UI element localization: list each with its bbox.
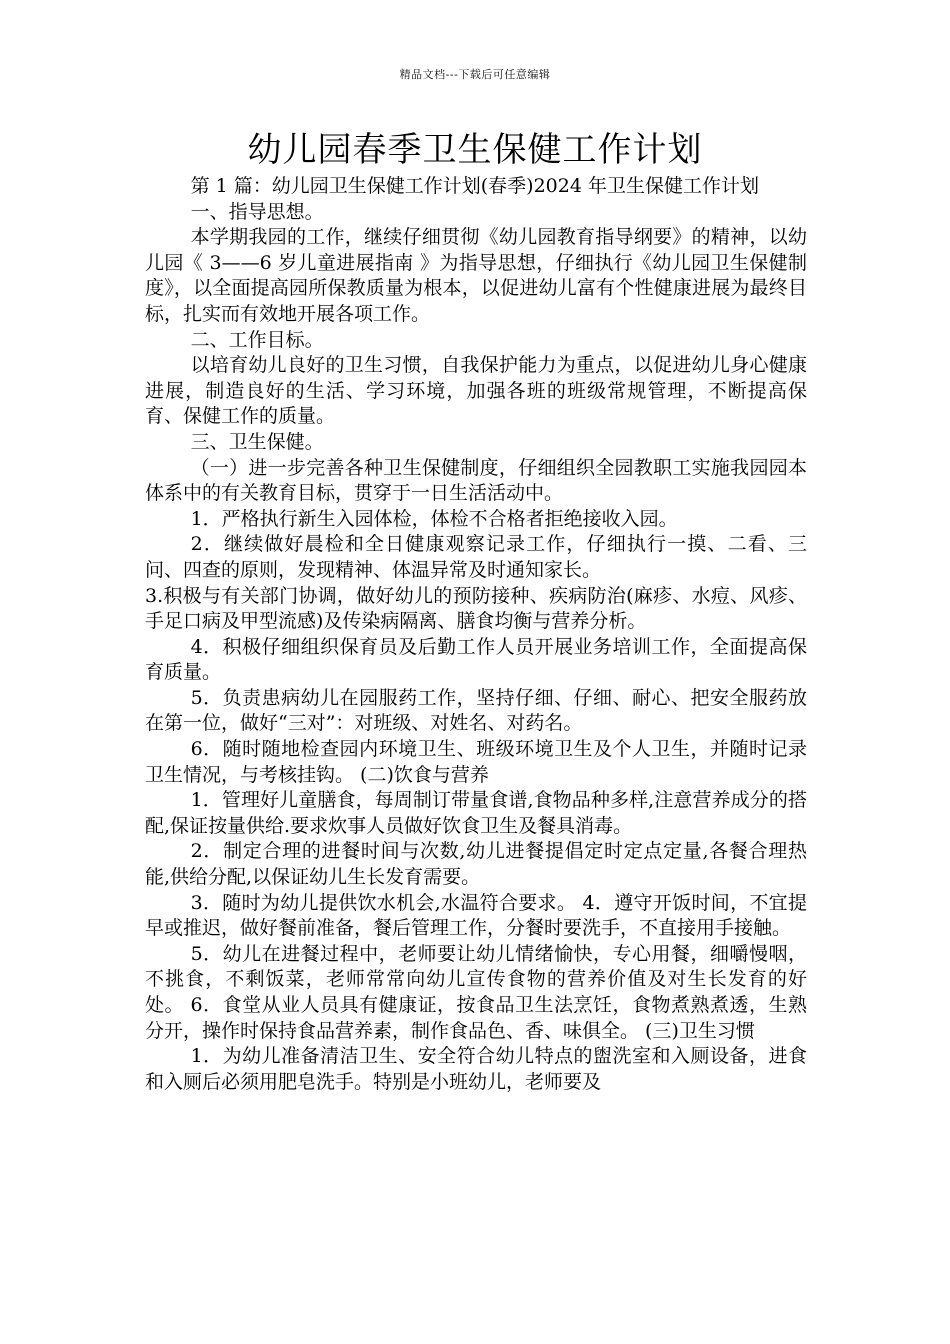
paragraph: 1．严格执行新生入园体检，体检不合格者拒绝接收入园。 (190, 507, 678, 530)
paragraph: 2．继续做好晨检和全日健康观察记录工作，仔细执行一摸、二看、三问、四查的原则，发现精神、体温异常及时通知家长。 (145, 533, 807, 581)
paragraph: 3．随时为幼儿提供饮水机会,水温符合要求。 4．遵守开饭时间，不宜提早或推迟，做好餐前准备，餐后管理工作，分餐时要洗手，不直接用手接触。 (145, 891, 807, 940)
paragraph: 3.积极与有关部门协调，做好幼儿的预防接种、疾病防治(麻疹、水痘、风疹、手足口病及甲型流感)及传染病隔离、膳食均衡与营养分析。 (145, 584, 807, 633)
paragraph-subtitle: 第 1 篇：幼儿园卫生保健工作计划(春季)2024 年卫生保健工作计划 (190, 175, 759, 197)
paragraph: 5．负责患病幼儿在园服药工作，坚持仔细、仔细、耐心、把安全服药放在第一位，做好“三对”：对班级、对姓名、对药名。 (145, 686, 807, 735)
document-title: 幼儿园春季卫生保健工作计划 (247, 130, 703, 170)
document-body (145, 174, 807, 1095)
paragraph-heading-guiding: 一、指导思想。 (190, 200, 324, 223)
paragraph: 本学期我园的工作，继续仔细贯彻《幼儿园教育指导纲要》的精神，以幼儿园《 3——6 岁儿童进展指南 》为指导思想，仔细执行《幼儿园卫生保健制度》，以全面提高园所保教质量为根本，以促进幼儿富有个性健康进展为最终目标，扎实而有效地开展各项工作。 (145, 226, 807, 325)
paragraph: 2．制定合理的进餐时间与次数,幼儿进餐提倡定时定点定量,各餐合理热能,供给分配,以保证幼儿生长发育需要。 (145, 840, 807, 889)
paragraph: 4．积极仔细组织保育员及后勤工作人员开展业务培训工作，全面提高保育质量。 (145, 635, 807, 684)
paragraph: 1．管理好儿童膳食，每周制订带量食谱,食物品种多样,注意营养成分的搭配,保证按量供给.要求炊事人员做好饮食卫生及餐具消毒。 (145, 789, 807, 837)
paragraph: 6．随时随地检查园内环境卫生、班级环境卫生及个人卫生，并随时记录卫生情况，与考核挂钩。 (二)饮食与营养 (145, 738, 807, 786)
paragraph-heading-health: 三、卫生保健。 (190, 430, 324, 453)
paragraph: （一）进一步完善各种卫生保健制度，仔细组织全园教职工实施我园园本体系中的有关教育目标，贯穿于一日生活活动中。 (145, 456, 807, 505)
header-note: 精品文档---下载后可任意编辑 (399, 68, 551, 81)
paragraph: 以培育幼儿良好的卫生习惯，自我保护能力为重点，以促进幼儿身心健康进展，制造良好的生活、学习环境，加强各班的班级常规管理，不断提高保育、保健工作的质量。 (145, 354, 807, 428)
paragraph: 5．幼儿在进餐过程中，老师要让幼儿情绪愉快，专心用餐，细嚼慢咽，不挑食，不剩饭菜，老师常常向幼儿宣传食物的营养价值及对生长发育的好处。 6．食堂从业人员具有健康证，按食品卫生法烹饪，食物煮熟煮透，生熟分开，操作时保持食品营养素，制作食品色、香、味俱全。 (三)卫生习惯 (145, 942, 807, 1042)
paragraph: 1．为幼儿准备清洁卫生、安全符合幼儿特点的盥洗室和入厕设备，进食和入厕后必须用肥皂洗手。特别是小班幼儿，老师要及 (145, 1045, 807, 1093)
paragraph-heading-goals: 二、工作目标。 (190, 328, 324, 351)
